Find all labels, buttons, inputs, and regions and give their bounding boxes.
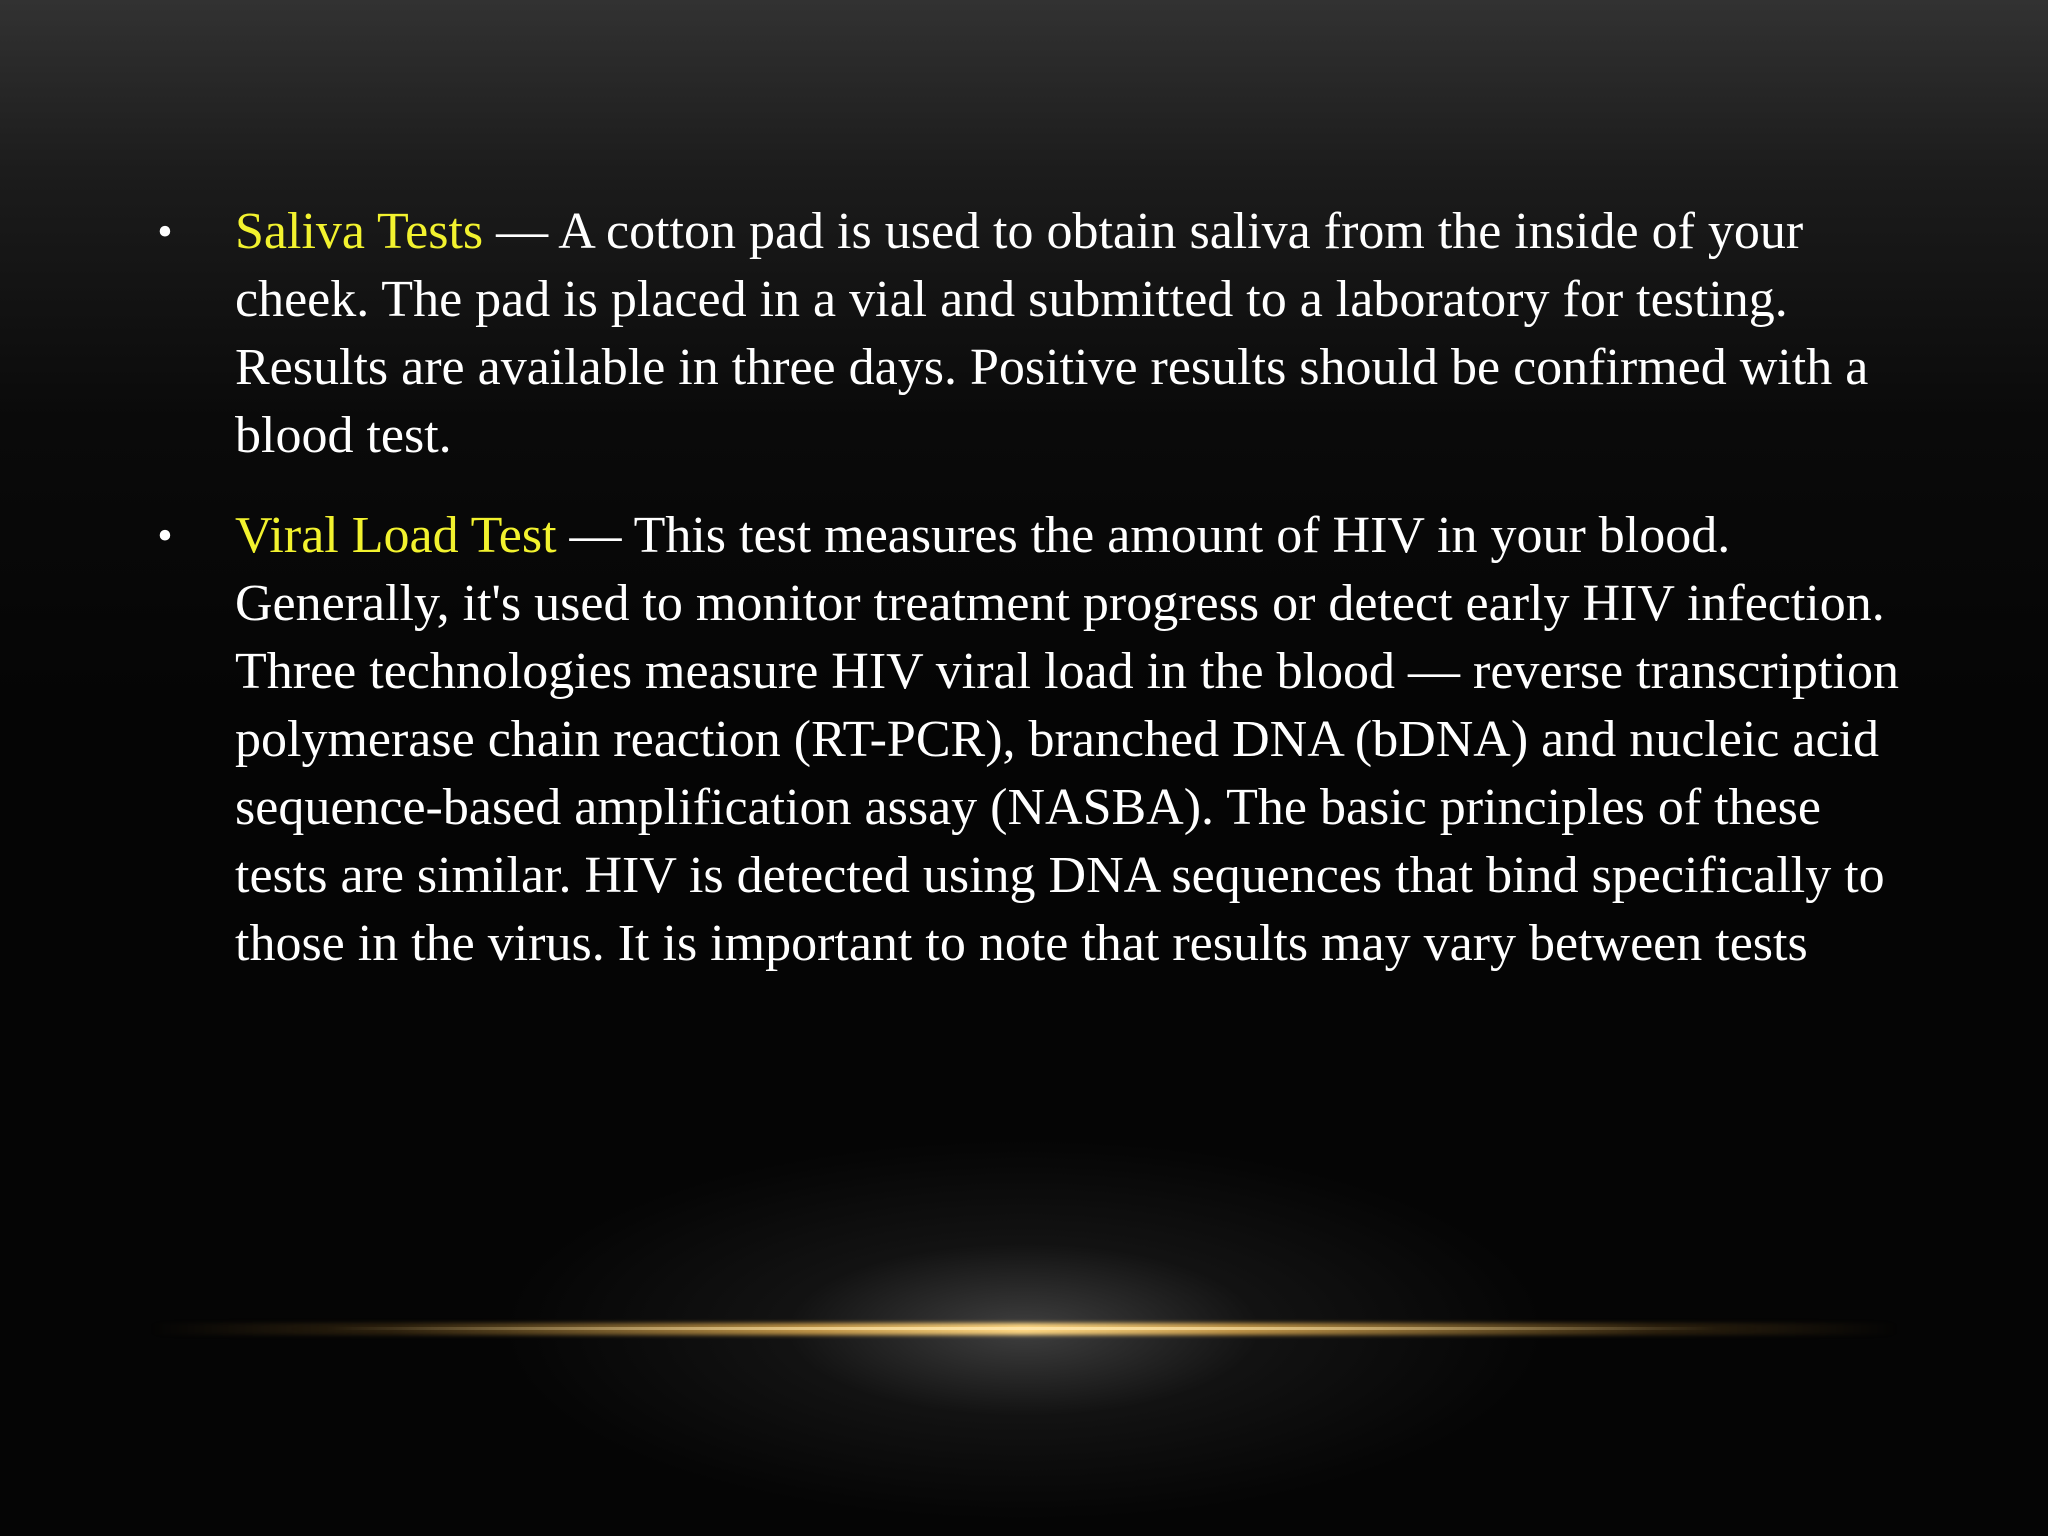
bullet-item-viral-load-test	[150, 502, 1910, 978]
description-saliva-tests: — A cotton pad is used to obtain saliva from the inside of your cheek. The pad is placed in a vial and submitted to a laboratory for testing. Results are available in three days. Positive results should be confirmed with a blood test.	[235, 203, 1869, 464]
description-viral-load-test: — This test measures the amount of HIV in your blood. Generally, it's used to monitor treatment progress or detect early HIV infection. Three technologies measure HIV viral load in the blood — reverse transcription polymerase chain reaction (RT-PCR), branched DNA (bDNA) and nucleic acid sequence-based amplification assay (NASBA). The basic principles of these tests are similar. HIV is detected using DNA sequences that bind specifically to those in the virus. It is important to note that results may vary between tests	[235, 507, 1899, 972]
bullet-item-saliva-tests	[150, 198, 1910, 470]
term-viral-load-test: Viral Load Test	[235, 507, 557, 564]
bullet-icon: •	[157, 207, 173, 256]
term-saliva-tests: Saliva Tests	[235, 203, 484, 260]
decorative-glow-line-core	[330, 1327, 1718, 1330]
bullet-list	[150, 198, 1910, 1010]
bullet-icon: •	[157, 511, 173, 560]
